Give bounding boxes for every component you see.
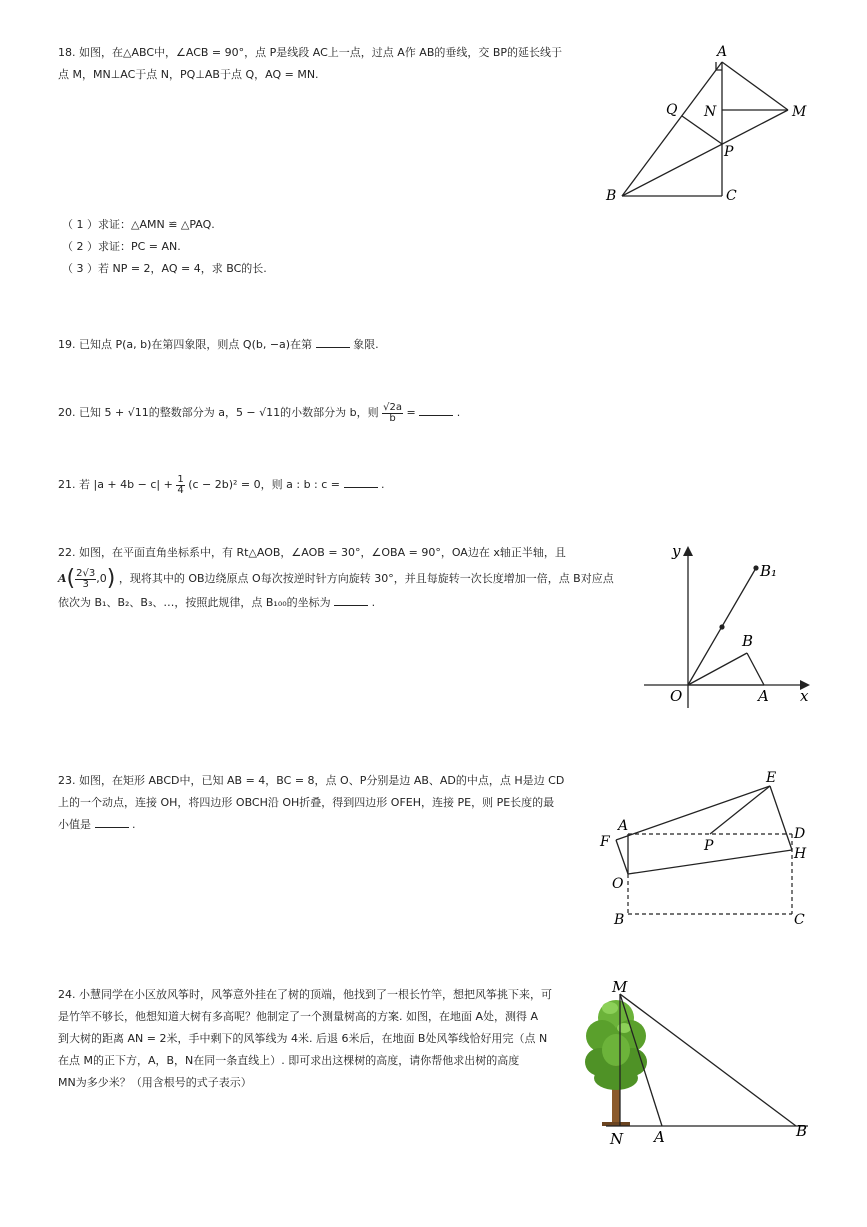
q20-before: 20. 已知 5 + √11的整数部分为 a，5 − √11的小数部分为 b，则 <box>58 406 379 419</box>
q22-line3-before: 依次为 B₁、B₂、B₃、…，按照此规律，点 B₁₀₀的坐标为 <box>58 596 331 609</box>
q24-line4: 在点 M的正下方，A，B，N在同一条直线上）. 即可求出这棵树的高度，请你帮他求出树的高度 <box>58 1054 520 1067</box>
q18-sub2: （ 2 ）求证：PC = AN. <box>62 240 181 253</box>
q23-answer-blank[interactable] <box>95 815 129 828</box>
q21-frac-den: 4 <box>177 484 184 496</box>
q21-answer-blank[interactable] <box>344 475 378 488</box>
question-20 <box>58 402 460 424</box>
q18-label-N: N <box>704 104 717 120</box>
q18-line1: 18. 如图，在△ABC中，∠ACB = 90°，点 P是线段 AC上一点，过点 A作 AB的垂线，交 BP的延长线于 <box>58 46 563 59</box>
q23-label-O: O <box>612 876 624 892</box>
q23-label-E: E <box>766 770 777 786</box>
q24-figure <box>580 978 820 1150</box>
q18-sub3: （ 3 ）若 NP = 2，AQ = 4，求 BC的长. <box>62 262 267 275</box>
q23-label-C: C <box>794 912 805 928</box>
q18-sub1: （ 1 ）求证：△AMN ≌ △PAQ. <box>62 218 215 231</box>
q24-line1: 24. 小慧同学在小区放风筝时，风筝意外挂在了树的顶端，他找到了一根长竹竿，想把风筝挑下来，可 <box>58 988 552 1001</box>
q23-label-F: F <box>600 834 610 850</box>
q23-line1: 23. 如图，在矩形 ABCD中，已知 AB = 4，BC = 8，点 O、P分别是边 AB、AD的中点，点 H是边 CD <box>58 774 565 787</box>
q24-line3: 到大树的距离 AN = 2米，手中剩下的风筝线为 4米. 后退 6米后，在地面 B处风筝线恰好用完（点 N <box>58 1032 548 1045</box>
q24-line2: 是竹竿不够长，他想知道大树有多高呢？他制定了一个测量树高的方案. 如图，在地面 A处，测得 A <box>58 1010 539 1023</box>
q22-label-A: A <box>758 687 769 705</box>
question-18-subparts <box>62 214 267 280</box>
q22-line2 <box>58 568 614 590</box>
q19-before: 19. 已知点 P(a, b)在第四象限，则点 Q(b, −a)在第 <box>58 338 313 351</box>
q20-frac-den: b <box>389 412 396 424</box>
q23-label-B: B <box>614 912 625 928</box>
q23-figure <box>598 766 818 931</box>
q23-label-D: D <box>794 826 806 842</box>
q22-a-label: A <box>58 572 67 585</box>
q23-line3-before: 小值是 <box>58 818 91 831</box>
q22-line2-after: ，现将其中的 OB边绕原点 O每次按逆时针方向旋转 30°，并且每旋转一次长度增加一倍，点 B对应点 <box>118 572 614 585</box>
q24-label-B: B <box>796 1122 808 1140</box>
q21-fraction <box>176 475 184 496</box>
q22-a-fraction <box>75 569 96 590</box>
q20-fraction <box>382 403 403 424</box>
q21-before: 21. 若 |a + 4b − c| + <box>58 478 173 491</box>
question-23 <box>58 770 564 836</box>
q18-label-Q: Q <box>666 102 678 118</box>
q23-label-P: P <box>704 838 714 854</box>
q22-label-B1: B₁ <box>760 562 778 580</box>
q22-label-x: x <box>800 687 809 705</box>
q24-line5: MN为多少米？（用含根号的式子表示） <box>58 1076 252 1089</box>
q18-label-B: B <box>606 188 617 204</box>
q18-label-M: M <box>792 104 807 120</box>
q23-label-A: A <box>618 818 629 834</box>
q22-figure <box>640 538 820 710</box>
q22-paren-close: ) <box>106 566 116 591</box>
q19-after: 象限. <box>353 338 379 351</box>
q23-label-H: H <box>794 846 807 862</box>
q20-answer-blank[interactable] <box>419 403 453 416</box>
q22-label-y: y <box>672 542 681 560</box>
q20-end: . <box>456 406 461 419</box>
q22-midpoint-dot <box>719 624 724 629</box>
q18-line2: 点 M，MN⊥AC于点 N，PQ⊥AB于点 Q，AQ = MN. <box>58 68 319 81</box>
q22-label-B: B <box>742 632 754 650</box>
q24-label-M: M <box>612 978 628 996</box>
q23-line2: 上的一个动点，连接 OH，将四边形 OBCH沿 OH折叠，得到四边形 OFEH，连接 PE，则 PE长度的最 <box>58 796 555 809</box>
q22-b1-dot <box>753 565 758 570</box>
q22-paren-open: ( <box>66 566 76 591</box>
q21-frac-num: 1 <box>177 473 184 485</box>
q22-a-frac-den: 3 <box>82 578 89 590</box>
tree-icon <box>585 1000 647 1126</box>
q23-line3 <box>58 814 564 836</box>
q21-middle: (c − 2b)² = 0，则 a : b : c = <box>188 478 341 491</box>
q22-line3 <box>58 592 614 614</box>
question-19 <box>58 334 379 356</box>
question-18 <box>58 42 562 86</box>
q24-label-N: N <box>610 1130 624 1148</box>
q21-end: . <box>381 478 385 491</box>
q24-label-A: A <box>654 1128 665 1146</box>
q20-frac-num: √2a <box>383 401 403 413</box>
q18-label-A: A <box>717 44 728 60</box>
q22-line1: 22. 如图，在平面直角坐标系中，有 Rt△AOB，∠AOB = 30°，∠OBA = 90°，OA边在 x轴正半轴，且 <box>58 546 566 559</box>
q18-label-C: C <box>726 188 737 204</box>
q22-line3-end: . <box>371 596 376 609</box>
q22-label-O: O <box>670 687 683 705</box>
question-22 <box>58 542 614 614</box>
q22-a-rest: ,0 <box>96 572 107 585</box>
q20-after: = <box>406 406 420 419</box>
q19-answer-blank[interactable] <box>316 335 350 348</box>
y-axis-arrow-icon <box>683 546 693 556</box>
q18-figure <box>600 38 820 208</box>
question-24 <box>58 984 552 1094</box>
q18-label-P: P <box>724 144 734 160</box>
q23-line3-end: . <box>132 818 136 831</box>
q22-answer-blank[interactable] <box>334 593 368 606</box>
question-21 <box>58 474 385 496</box>
q22-a-frac-num: 2√3 <box>76 567 96 579</box>
